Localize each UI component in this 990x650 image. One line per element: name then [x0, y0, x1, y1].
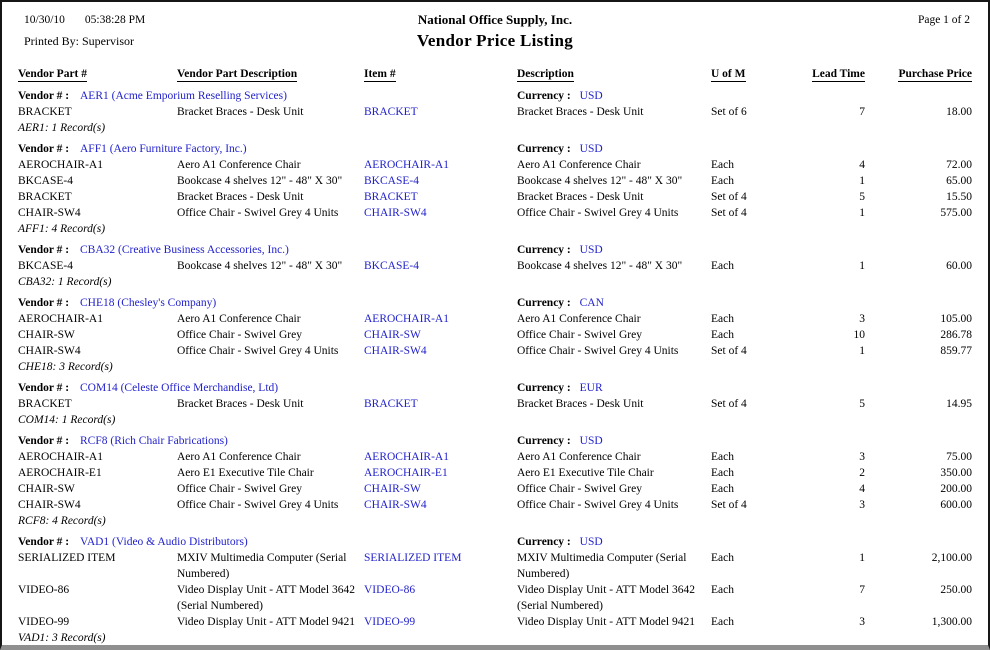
- table-row: [18, 157, 972, 173]
- group-rows: [18, 396, 972, 412]
- item-number-link[interactable]: CHAIR-SW4: [364, 499, 427, 511]
- vendor-part-description: Bracket Braces - Desk Unit: [177, 398, 304, 410]
- lead-time-value: 1: [859, 552, 865, 564]
- vendor-number-label: Vendor # :: [18, 536, 70, 548]
- lead-time-value: 3: [859, 313, 865, 325]
- uom-value: Each: [711, 483, 734, 495]
- lead-time-value: 5: [859, 398, 865, 410]
- purchase-price-value: 105.00: [940, 313, 972, 325]
- currency-value-link[interactable]: USD: [579, 536, 603, 548]
- vendor-part-number: CHAIR-SW4: [18, 207, 81, 219]
- vendor-link[interactable]: VAD1 (Video & Audio Distributors): [80, 536, 248, 548]
- currency-heading: [517, 88, 972, 104]
- uom-value: Each: [711, 451, 734, 463]
- currency-value-link[interactable]: CAN: [579, 297, 604, 309]
- item-number-cell: [364, 449, 517, 465]
- vendor-part-description: Aero A1 Conference Chair: [177, 451, 301, 463]
- group-rows: [18, 449, 972, 513]
- vendor-part-number: CHAIR-SW4: [18, 345, 81, 357]
- purchase-price-value: 600.00: [940, 499, 972, 511]
- vendor-link[interactable]: CBA32 (Creative Business Accessories, Inc.): [80, 244, 289, 256]
- lead-time-value: 1: [859, 345, 865, 357]
- table-row: [18, 614, 972, 630]
- vendor-part-number: BKCASE-4: [18, 175, 73, 187]
- lead-time-value: 1: [859, 207, 865, 219]
- print-time: 05:38:28 PM: [84, 14, 146, 26]
- uom-value: Each: [711, 175, 734, 187]
- group-record-count: RCF8: 4 Record(s): [18, 515, 106, 527]
- vendor-part-description: Bookcase 4 shelves 12" - 48" X 30": [177, 260, 343, 272]
- purchase-price-value: 859.77: [940, 345, 972, 357]
- vendor-group-header: [18, 534, 972, 550]
- purchase-price-value: 350.00: [940, 467, 972, 479]
- item-number-link[interactable]: BKCASE-4: [364, 175, 419, 187]
- table-row: [18, 311, 972, 327]
- table-row: [18, 104, 972, 120]
- vendor-part-description: Office Chair - Swivel Grey 4 Units: [177, 499, 339, 511]
- page-title: Vendor Price Listing: [416, 31, 574, 50]
- vendor-heading: [18, 380, 517, 396]
- vendor-part-number: BRACKET: [18, 106, 72, 118]
- vendor-group-header: [18, 380, 972, 396]
- item-number-cell: [364, 614, 517, 630]
- uom-value: Set of 4: [711, 191, 747, 203]
- item-number-link[interactable]: CHAIR-SW4: [364, 207, 427, 219]
- currency-value-link[interactable]: USD: [579, 143, 603, 155]
- table-row: [18, 465, 972, 481]
- vendor-link[interactable]: RCF8 (Rich Chair Fabrications): [80, 435, 228, 447]
- purchase-price-value: 14.95: [946, 398, 972, 410]
- vendor-part-description: Aero A1 Conference Chair: [177, 159, 301, 171]
- vendor-part-description: Bracket Braces - Desk Unit: [177, 191, 304, 203]
- printed-by: Printed By: Supervisor: [24, 34, 134, 48]
- purchase-price-value: 250.00: [940, 584, 972, 596]
- vendor-part-number: AEROCHAIR-E1: [18, 467, 102, 479]
- vendor-part-number: CHAIR-SW4: [18, 499, 81, 511]
- currency-label: Currency :: [517, 143, 571, 155]
- currency-heading: [517, 534, 972, 550]
- group-record-count: CBA32: 1 Record(s): [18, 276, 112, 288]
- vendor-group: [18, 433, 972, 529]
- currency-value-link[interactable]: EUR: [579, 382, 603, 394]
- lead-time-value: 3: [859, 616, 865, 628]
- vendor-group: [18, 88, 972, 136]
- item-number-link[interactable]: VIDEO-99: [364, 616, 416, 628]
- item-number-cell: [364, 189, 517, 205]
- item-description: Bookcase 4 shelves 12" - 48" X 30": [517, 175, 683, 187]
- vendor-part-number: CHAIR-SW: [18, 483, 75, 495]
- item-number-link[interactable]: BRACKET: [364, 191, 418, 203]
- item-number-link[interactable]: AEROCHAIR-A1: [364, 159, 449, 171]
- vendor-group-header: [18, 88, 972, 104]
- vendor-number-label: Vendor # :: [18, 435, 70, 447]
- currency-heading: [517, 295, 972, 311]
- vendor-number-label: Vendor # :: [18, 143, 70, 155]
- vendor-number-label: Vendor # :: [18, 244, 70, 256]
- lead-time-value: 4: [859, 159, 865, 171]
- vendor-heading: [18, 242, 517, 258]
- uom-value: Set of 4: [711, 398, 747, 410]
- lead-time-value: 7: [859, 106, 865, 118]
- group-rows: [18, 550, 972, 630]
- col-header-lead-time: Lead Time: [812, 68, 865, 80]
- report-body: [18, 88, 972, 646]
- lead-time-value: 4: [859, 483, 865, 495]
- item-description: Bracket Braces - Desk Unit: [517, 191, 644, 203]
- item-number-link[interactable]: BKCASE-4: [364, 260, 419, 272]
- item-number-cell: [364, 582, 517, 598]
- table-row: [18, 189, 972, 205]
- vendor-group-header: [18, 433, 972, 449]
- vendor-part-number: AEROCHAIR-A1: [18, 451, 103, 463]
- item-description: Office Chair - Swivel Grey: [517, 483, 642, 495]
- item-number-cell: [364, 258, 517, 274]
- purchase-price-value: 575.00: [940, 207, 972, 219]
- currency-label: Currency :: [517, 297, 571, 309]
- purchase-price-value: 1,300.00: [931, 616, 972, 628]
- vendor-link[interactable]: CHE18 (Chesley's Company): [80, 297, 217, 309]
- item-description: Office Chair - Swivel Grey 4 Units: [517, 207, 679, 219]
- vendor-part-description: Office Chair - Swivel Grey 4 Units: [177, 345, 339, 357]
- vendor-part-description: Aero E1 Executive Tile Chair: [177, 467, 314, 479]
- item-description: Aero A1 Conference Chair: [517, 451, 641, 463]
- table-row: [18, 343, 972, 359]
- vendor-number-label: Vendor # :: [18, 297, 70, 309]
- purchase-price-value: 18.00: [946, 106, 972, 118]
- vendor-group: [18, 295, 972, 375]
- lead-time-value: 2: [859, 467, 865, 479]
- vendor-heading: [18, 141, 517, 157]
- currency-label: Currency :: [517, 435, 571, 447]
- item-number-link[interactable]: AEROCHAIR-A1: [364, 451, 449, 463]
- vendor-part-number: BKCASE-4: [18, 260, 73, 272]
- vendor-heading: [18, 534, 517, 550]
- item-description: Bookcase 4 shelves 12" - 48" X 30": [517, 260, 683, 272]
- purchase-price-value: 60.00: [946, 260, 972, 272]
- vendor-part-description: Aero A1 Conference Chair: [177, 313, 301, 325]
- item-number-cell: [364, 497, 517, 513]
- company-name: National Office Supply, Inc.: [417, 12, 573, 27]
- lead-time-value: 1: [859, 175, 865, 187]
- item-description: Office Chair - Swivel Grey 4 Units: [517, 499, 679, 511]
- vendor-part-description: Bookcase 4 shelves 12" - 48" X 30": [177, 175, 343, 187]
- vendor-group-header: [18, 295, 972, 311]
- item-number-link[interactable]: BRACKET: [364, 398, 418, 410]
- vendor-group: [18, 380, 972, 428]
- group-record-count: AFF1: 4 Record(s): [18, 223, 106, 235]
- table-row: [18, 481, 972, 497]
- purchase-price-value: 72.00: [946, 159, 972, 171]
- vendor-group-header: [18, 141, 972, 157]
- group-record-count: CHE18: 3 Record(s): [18, 361, 113, 373]
- group-rows: [18, 311, 972, 359]
- item-description: Video Display Unit - ATT Model 9421: [517, 616, 695, 628]
- group-record-count: VAD1: 3 Record(s): [18, 632, 106, 644]
- lead-time-value: 3: [859, 451, 865, 463]
- uom-value: Each: [711, 584, 734, 596]
- vendor-group: [18, 534, 972, 646]
- item-number-link[interactable]: CHAIR-SW: [364, 329, 421, 341]
- uom-value: Each: [711, 329, 734, 341]
- column-header-row: [18, 66, 972, 82]
- lead-time-value: 10: [853, 329, 865, 341]
- vendor-part-description: Office Chair - Swivel Grey 4 Units: [177, 207, 339, 219]
- vendor-part-description: Bracket Braces - Desk Unit: [177, 106, 304, 118]
- vendor-group-header: [18, 242, 972, 258]
- table-row: [18, 582, 972, 614]
- vendor-heading: [18, 88, 517, 104]
- vendor-part-number: BRACKET: [18, 398, 72, 410]
- vendor-part-number: VIDEO-86: [18, 584, 70, 596]
- item-number-link[interactable]: AEROCHAIR-E1: [364, 467, 448, 479]
- lead-time-value: 5: [859, 191, 865, 203]
- item-number-link[interactable]: VIDEO-86: [364, 584, 416, 596]
- item-number-link[interactable]: BRACKET: [364, 106, 418, 118]
- vendor-part-description: Video Display Unit - ATT Model 9421: [177, 616, 355, 628]
- currency-value-link[interactable]: USD: [579, 435, 603, 447]
- group-record-count: COM14: 1 Record(s): [18, 414, 116, 426]
- vendor-link[interactable]: COM14 (Celeste Office Merchandise, Ltd): [80, 382, 279, 394]
- col-header-vendor-part-number: Vendor Part #: [18, 68, 87, 80]
- item-number-cell: [364, 327, 517, 343]
- vendor-part-description: Video Display Unit - ATT Model 3642 (Serial Numbered): [177, 584, 355, 612]
- purchase-price-value: 200.00: [940, 483, 972, 495]
- table-row: [18, 205, 972, 221]
- uom-value: Set of 4: [711, 207, 747, 219]
- group-rows: [18, 104, 972, 120]
- vendor-part-number: VIDEO-99: [18, 616, 70, 628]
- currency-heading: [517, 242, 972, 258]
- vendor-part-number: SERIALIZED ITEM: [18, 552, 116, 564]
- item-number-cell: [364, 205, 517, 221]
- item-number-link[interactable]: SERIALIZED ITEM: [364, 552, 462, 564]
- print-date: 10/30/10: [24, 14, 65, 26]
- purchase-price-value: 15.50: [946, 191, 972, 203]
- purchase-price-value: 286.78: [940, 329, 972, 341]
- lead-time-value: 3: [859, 499, 865, 511]
- item-number-cell: [364, 550, 517, 566]
- item-number-cell: [364, 481, 517, 497]
- purchase-price-value: 65.00: [946, 175, 972, 187]
- purchase-price-value: 75.00: [946, 451, 972, 463]
- item-description: Office Chair - Swivel Grey: [517, 329, 642, 341]
- vendor-part-number: BRACKET: [18, 191, 72, 203]
- item-description: Video Display Unit - ATT Model 3642 (Serial Numbered): [517, 584, 695, 612]
- item-description: MXIV Multimedia Computer (Serial Numbered): [517, 552, 687, 580]
- uom-value: Each: [711, 260, 734, 272]
- currency-label: Currency :: [517, 244, 571, 256]
- currency-value-link[interactable]: USD: [579, 90, 603, 102]
- vendor-link[interactable]: AFF1 (Aero Furniture Factory, Inc.): [80, 143, 247, 155]
- uom-value: Each: [711, 616, 734, 628]
- uom-value: Each: [711, 159, 734, 171]
- table-row: [18, 449, 972, 465]
- item-number-link[interactable]: AEROCHAIR-A1: [364, 313, 449, 325]
- currency-label: Currency :: [517, 382, 571, 394]
- currency-label: Currency :: [517, 536, 571, 548]
- col-header-uom: U of M: [711, 68, 746, 80]
- vendor-group: [18, 242, 972, 290]
- table-row: [18, 396, 972, 412]
- item-description: Aero E1 Executive Tile Chair: [517, 467, 654, 479]
- uom-value: Each: [711, 552, 734, 564]
- vendor-link[interactable]: AER1 (Acme Emporium Reselling Services): [80, 90, 287, 102]
- table-row: [18, 173, 972, 189]
- table-row: [18, 497, 972, 513]
- item-number-link[interactable]: CHAIR-SW4: [364, 345, 427, 357]
- currency-heading: [517, 433, 972, 449]
- item-description: Bracket Braces - Desk Unit: [517, 106, 644, 118]
- purchase-price-value: 2,100.00: [931, 552, 972, 564]
- currency-heading: [517, 380, 972, 396]
- item-number-cell: [364, 173, 517, 189]
- item-number-cell: [364, 396, 517, 412]
- col-header-vendor-part-description: Vendor Part Description: [177, 68, 298, 80]
- vendor-part-number: CHAIR-SW: [18, 329, 75, 341]
- item-number-cell: [364, 343, 517, 359]
- uom-value: Set of 4: [711, 345, 747, 357]
- vendor-part-number: AEROCHAIR-A1: [18, 313, 103, 325]
- item-number-cell: [364, 157, 517, 173]
- vendor-part-number: AEROCHAIR-A1: [18, 159, 103, 171]
- vendor-number-label: Vendor # :: [18, 382, 70, 394]
- item-number-link[interactable]: CHAIR-SW: [364, 483, 421, 495]
- col-header-purchase-price: Purchase Price: [898, 68, 972, 80]
- table-row: [18, 327, 972, 343]
- report-titles: [18, 12, 972, 51]
- vendor-part-description: MXIV Multimedia Computer (Serial Numbered): [177, 552, 347, 580]
- page-number: Page 1 of 2: [917, 14, 970, 26]
- uom-value: Set of 6: [711, 106, 747, 118]
- vendor-part-description: Office Chair - Swivel Grey: [177, 483, 302, 495]
- currency-label: Currency :: [517, 90, 571, 102]
- report-header: [18, 8, 972, 62]
- group-rows: [18, 157, 972, 221]
- vendor-group: [18, 141, 972, 237]
- uom-value: Each: [711, 467, 734, 479]
- lead-time-value: 7: [859, 584, 865, 596]
- vendor-part-description: Office Chair - Swivel Grey: [177, 329, 302, 341]
- item-description: Aero A1 Conference Chair: [517, 159, 641, 171]
- group-rows: [18, 258, 972, 274]
- table-row: [18, 258, 972, 274]
- vendor-heading: [18, 433, 517, 449]
- item-number-cell: [364, 104, 517, 120]
- col-header-item-number: Item #: [364, 68, 396, 80]
- item-description: Aero A1 Conference Chair: [517, 313, 641, 325]
- table-row: [18, 550, 972, 582]
- item-number-cell: [364, 465, 517, 481]
- uom-value: Set of 4: [711, 499, 747, 511]
- item-description: Bracket Braces - Desk Unit: [517, 398, 644, 410]
- vendor-number-label: Vendor # :: [18, 90, 70, 102]
- currency-value-link[interactable]: USD: [579, 244, 603, 256]
- group-record-count: AER1: 1 Record(s): [18, 122, 106, 134]
- uom-value: Each: [711, 313, 734, 325]
- vendor-heading: [18, 295, 517, 311]
- item-number-cell: [364, 311, 517, 327]
- lead-time-value: 1: [859, 260, 865, 272]
- item-description: Office Chair - Swivel Grey 4 Units: [517, 345, 679, 357]
- col-header-description: Description: [517, 68, 574, 80]
- currency-heading: [517, 141, 972, 157]
